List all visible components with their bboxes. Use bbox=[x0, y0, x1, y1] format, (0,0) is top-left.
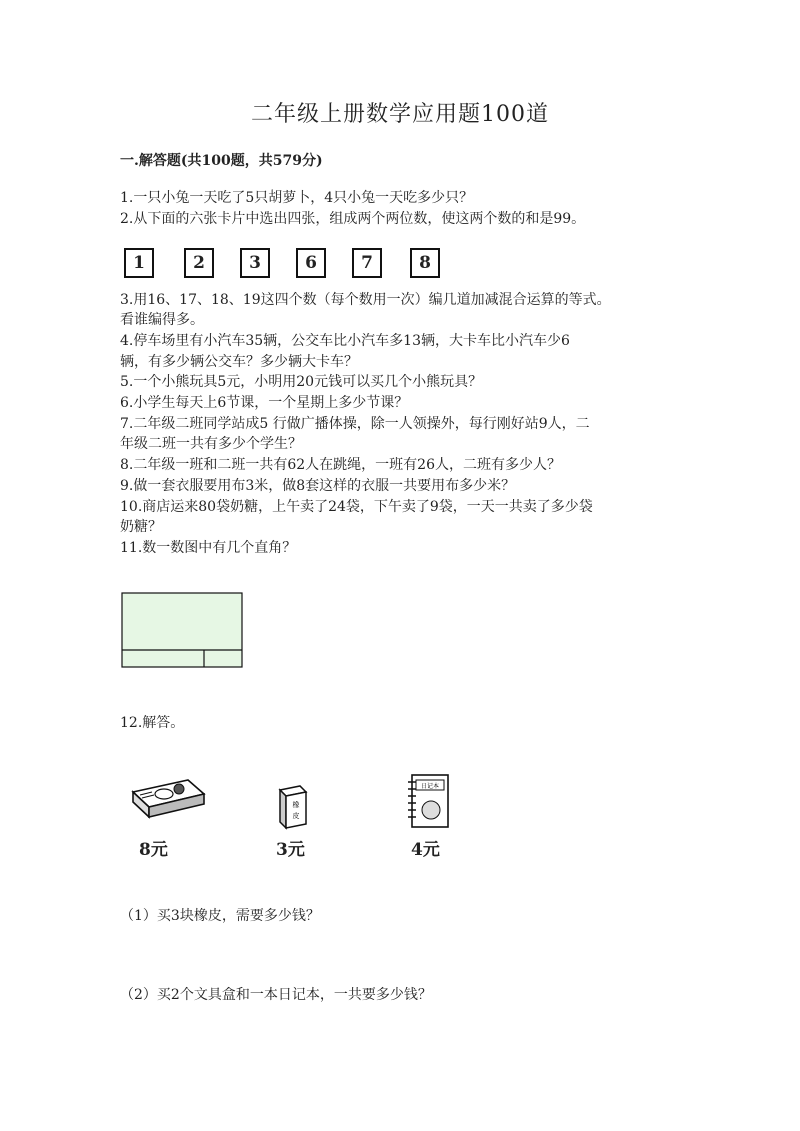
question-4-line-1: 4.停车场里有小汽车35辆，公交车比小汽车多13辆，大卡车比小汽车少6 bbox=[120, 333, 570, 349]
question-8: 8.二年级一班和二班一共有62人在跳绳，一班有26人，二班有多少人？ bbox=[120, 457, 561, 473]
section-heading: 一.解答题(共100题，共579分) bbox=[120, 153, 323, 169]
number-card: 6 bbox=[296, 248, 326, 278]
number-card: 8 bbox=[410, 248, 440, 278]
pencil-box-price: 8元 bbox=[139, 840, 168, 860]
question-3-line-1: 3.用16、17、18、19这四个数（每个数用一次）编几道加减混合运算的等式。 bbox=[120, 292, 611, 308]
diary-price: 4元 bbox=[411, 840, 440, 860]
number-card: 1 bbox=[124, 248, 154, 278]
question-12: 12.解答。 bbox=[120, 715, 185, 731]
question-6: 6.小学生每天上6节课，一个星期上多少节课？ bbox=[120, 395, 409, 411]
question-3-line-2: 看谁编得多。 bbox=[120, 312, 204, 328]
question-7-line-2: 年级二班一共有多少个学生？ bbox=[120, 436, 302, 452]
page-title: 二年级上册数学应用题100道 bbox=[251, 102, 549, 127]
question-10-line-1: 10.商店运来80袋奶糖，上午卖了24袋，下午卖了9袋，一天一共卖了多少袋 bbox=[120, 499, 593, 515]
question-5: 5.一个小熊玩具5元，小明用20元钱可以买几个小熊玩具？ bbox=[120, 374, 483, 390]
eraser-icon bbox=[274, 782, 314, 832]
number-card: 7 bbox=[352, 248, 382, 278]
question-4-line-2: 辆，有多少辆公交车？多少辆大卡车？ bbox=[120, 354, 358, 370]
number-card: 2 bbox=[184, 248, 214, 278]
question-2: 2.从下面的六张卡片中选出四张，组成两个两位数，使这两个数的和是99。 bbox=[120, 211, 586, 227]
diary-label: 日记本 bbox=[420, 783, 440, 790]
diary-icon bbox=[404, 772, 454, 830]
eraser-price: 3元 bbox=[276, 840, 305, 860]
question-9: 9.做一套衣服要用布3米，做8套这样的衣服一共要用布多少米？ bbox=[120, 478, 516, 494]
pencil-box-icon bbox=[128, 770, 208, 830]
eraser-label-bottom: 皮 bbox=[292, 812, 300, 820]
number-card: 3 bbox=[240, 248, 270, 278]
question-12-part-1: （1）买3块橡皮，需要多少钱？ bbox=[120, 908, 320, 924]
eraser-label-top: 橡 bbox=[292, 801, 300, 809]
right-angle-figure bbox=[121, 592, 245, 670]
question-7-line-1: 7.二年级二班同学站成5 行做广播体操，除一人领操外，每行刚好站9人，二 bbox=[120, 416, 590, 432]
question-10-line-2: 奶糖？ bbox=[120, 519, 162, 535]
question-11: 11.数一数图中有几个直角？ bbox=[120, 540, 297, 556]
question-1: 1.一只小兔一天吃了5只胡萝卜，4只小兔一天吃多少只？ bbox=[120, 190, 474, 206]
question-12-part-2: （2）买2个文具盒和一本日记本，一共要多少钱？ bbox=[120, 987, 432, 1003]
